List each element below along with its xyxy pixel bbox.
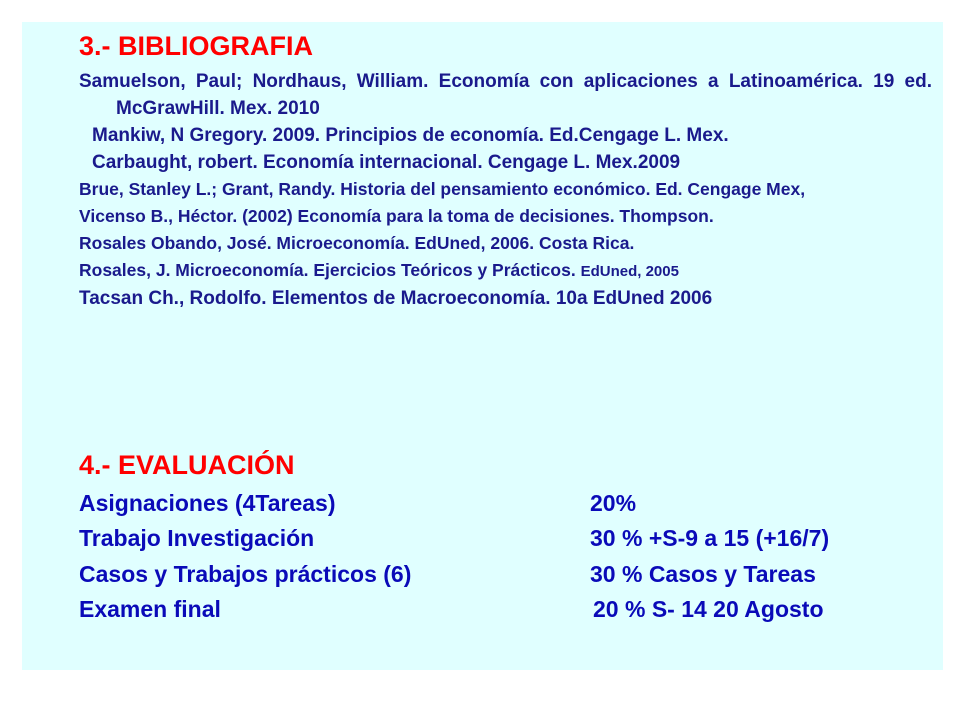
evaluation-heading: 4.- EVALUACIÓN (79, 450, 295, 480)
bibliography-list (79, 68, 932, 312)
slide-panel (22, 22, 943, 670)
bibliography-heading: 3.- BIBLIOGRAFIA (79, 31, 313, 61)
bibliography-entry-samuelson: Samuelson, Paul; Nordhaus, William. Economía con aplicaciones a Latinoamérica. 19 ed. McGrawHill. Mex. 2010 (79, 71, 932, 119)
bibliography-entry-mankiw: Mankiw, N Gregory. 2009. Principios de economía. Ed.Cengage L. Mex. (92, 125, 729, 146)
bibliography-entry-carbaught: Carbaught, robert. Economía internacional. Cengage L. Mex.2009 (92, 152, 681, 173)
bibliography-entry-rosales-main: Rosales, J. Microeconomía. Ejercicios Teóricos y Prácticos. (79, 260, 576, 280)
evaluation-label: Casos y Trabajos prácticos (6) (79, 561, 412, 587)
evaluation-value: 20 % S- 14 20 Agosto (593, 596, 824, 622)
evaluation-label: Asignaciones (4Tareas) (79, 490, 336, 516)
slide-content (22, 22, 943, 670)
evaluation-label: Examen final (79, 596, 221, 622)
evaluation-label: Trabajo Investigación (79, 525, 315, 551)
bibliography-entry-rosales (79, 257, 932, 285)
bibliography-entry-vicenso: Vicenso B., Héctor. (2002) Economía para la toma de decisiones. Thompson. (79, 206, 714, 226)
bibliography-entry-brue: Brue, Stanley L.; Grant, Randy. Historia del pensamiento económico. Ed. Cengage Mex, (79, 179, 806, 199)
evaluation-value: 30 % +S-9 a 15 (+16/7) (590, 525, 830, 551)
evaluation-value: 20% (590, 490, 637, 516)
bibliography-entry-tacsan: Tacsan Ch., Rodolfo. Elementos de Macroeconomía. 10a EdUned 2006 (79, 288, 713, 309)
evaluation-value: 30 % Casos y Tareas (590, 561, 816, 587)
bibliography-entry-rosales-publisher: EdUned, 2005 (580, 263, 679, 280)
bibliography-entry-rosales-obando: Rosales Obando, José. Microeconomía. EdUned, 2006. Costa Rica. (79, 233, 635, 253)
